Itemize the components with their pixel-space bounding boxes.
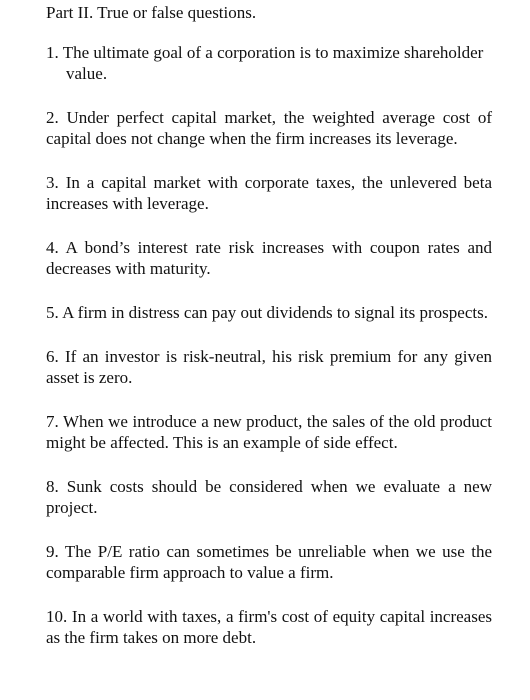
question-text: In a world with taxes, a firm's cost of equity capital increases as the firm takes on more debt. <box>46 607 492 647</box>
document-page <box>46 2 492 671</box>
question-number: 5. <box>46 303 59 322</box>
question-5 <box>46 302 492 323</box>
question-number: 4. <box>46 238 59 257</box>
question-number: 2. <box>46 108 59 127</box>
question-3 <box>46 172 492 214</box>
question-text: If an investor is risk-neutral, his risk premium for any given asset is zero. <box>46 347 493 387</box>
question-7 <box>46 411 492 453</box>
question-text: The ultimate goal of a corporation is to maximize shareholder value. <box>62 43 484 83</box>
question-8 <box>46 476 492 518</box>
question-number: 6. <box>46 347 59 366</box>
question-1 <box>46 42 492 84</box>
question-4 <box>46 237 492 279</box>
question-number: 3. <box>46 173 59 192</box>
question-text: A firm in distress can pay out dividends to signal its prospects. <box>62 303 488 322</box>
question-text: In a capital market with corporate taxes, the unlevered beta increases with leverage. <box>46 173 492 213</box>
question-number: 10. <box>46 607 68 626</box>
question-9 <box>46 541 492 583</box>
question-6 <box>46 346 492 388</box>
section-heading: Part II. True or false questions. <box>46 3 257 22</box>
question-number: 8. <box>46 477 59 496</box>
question-number: 7. <box>46 412 59 431</box>
question-text: Under perfect capital market, the weighted average cost of capital does not change when the firm increases its leverage. <box>46 108 493 148</box>
question-2 <box>46 107 492 149</box>
question-text: Sunk costs should be considered when we evaluate a new project. <box>46 477 492 517</box>
question-number: 1. <box>46 43 59 62</box>
question-text: A bond’s interest rate risk increases with coupon rates and decreases with maturity. <box>46 238 492 278</box>
question-text: The P/E ratio can sometimes be unreliable when we use the comparable firm approach to value a firm. <box>46 542 492 582</box>
question-10 <box>46 606 492 648</box>
question-text: When we introduce a new product, the sales of the old product might be affected. This is an example of side effect. <box>46 412 492 452</box>
question-number: 9. <box>46 542 59 561</box>
